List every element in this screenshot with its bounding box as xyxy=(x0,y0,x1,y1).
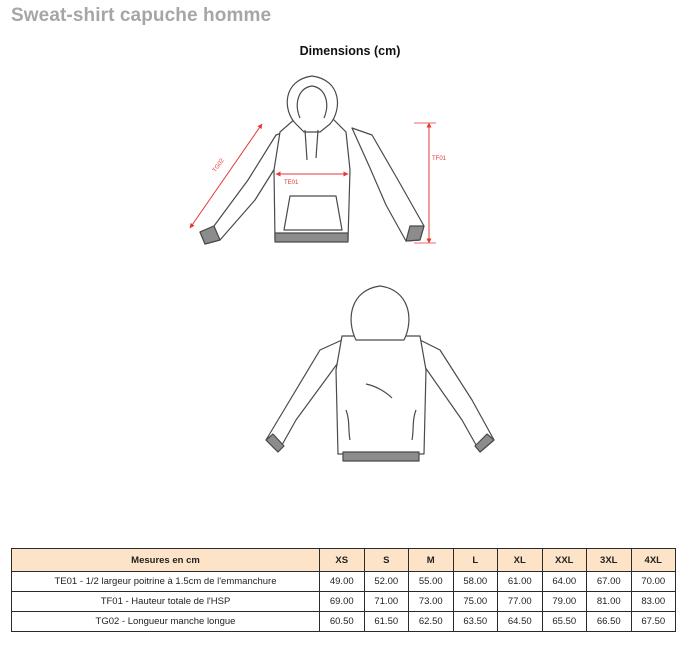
table-cell: 55.00 xyxy=(409,572,454,592)
front-hem xyxy=(275,233,348,242)
table-cell: 63.50 xyxy=(453,612,498,632)
back-hood xyxy=(351,286,409,340)
table-cell: 61.00 xyxy=(498,572,543,592)
right-sleeve xyxy=(352,128,424,241)
table-cell: 70.00 xyxy=(631,572,676,592)
back-right-sleeve xyxy=(420,340,494,452)
table-cell: 77.00 xyxy=(498,592,543,612)
table-cell: 73.00 xyxy=(409,592,454,612)
table-cell: 79.00 xyxy=(542,592,587,612)
table-row xyxy=(12,592,676,612)
column-header-size: 3XL xyxy=(587,549,632,572)
te01-label: TE01 xyxy=(284,180,299,186)
row-label: TG02 - Longueur manche longue xyxy=(12,612,320,632)
table-cell: 71.00 xyxy=(364,592,409,612)
column-header-size: 4XL xyxy=(631,549,676,572)
table-cell: 67.50 xyxy=(631,612,676,632)
column-header-size: XS xyxy=(320,549,365,572)
table-cell: 64.50 xyxy=(498,612,543,632)
table-row xyxy=(12,612,676,632)
table-cell: 58.00 xyxy=(453,572,498,592)
dimensions-title: Dimensions (cm) xyxy=(299,44,401,58)
column-header-size: M xyxy=(409,549,454,572)
back-hem xyxy=(343,452,419,461)
table-cell: 49.00 xyxy=(320,572,365,592)
table-cell: 83.00 xyxy=(631,592,676,612)
row-label: TF01 - Hauteur totale de l'HSP xyxy=(12,592,320,612)
front-pocket xyxy=(284,196,342,230)
hoodie-back xyxy=(266,286,494,461)
table-cell: 60.50 xyxy=(320,612,365,632)
table-cell: 52.00 xyxy=(364,572,409,592)
tg02-label: TG02 xyxy=(212,157,226,174)
table-cell: 65.50 xyxy=(542,612,587,632)
column-header-size: S xyxy=(364,549,409,572)
size-chart-table xyxy=(11,548,676,632)
table-cell: 69.00 xyxy=(320,592,365,612)
back-left-sleeve xyxy=(266,340,342,452)
table-header-row xyxy=(12,549,676,572)
tf01-label: TF01 xyxy=(432,156,447,162)
column-header-size: XXL xyxy=(542,549,587,572)
hoodie-front xyxy=(200,76,424,244)
table-cell: 61.50 xyxy=(364,612,409,632)
table-cell: 64.00 xyxy=(542,572,587,592)
table-cell: 75.00 xyxy=(453,592,498,612)
table-cell: 81.00 xyxy=(587,592,632,612)
row-label: TE01 - 1/2 largeur poitrine à 1.5cm de l'emmanchure xyxy=(12,572,320,592)
table-cell: 66.50 xyxy=(587,612,632,632)
table-row xyxy=(12,572,676,592)
page-title: Sweat-shirt capuche homme xyxy=(11,5,272,26)
table-cell: 67.00 xyxy=(587,572,632,592)
table-cell: 62.50 xyxy=(409,612,454,632)
column-header-size: L xyxy=(453,549,498,572)
column-header-size: XL xyxy=(498,549,543,572)
column-header-label: Mesures en cm xyxy=(12,549,320,572)
